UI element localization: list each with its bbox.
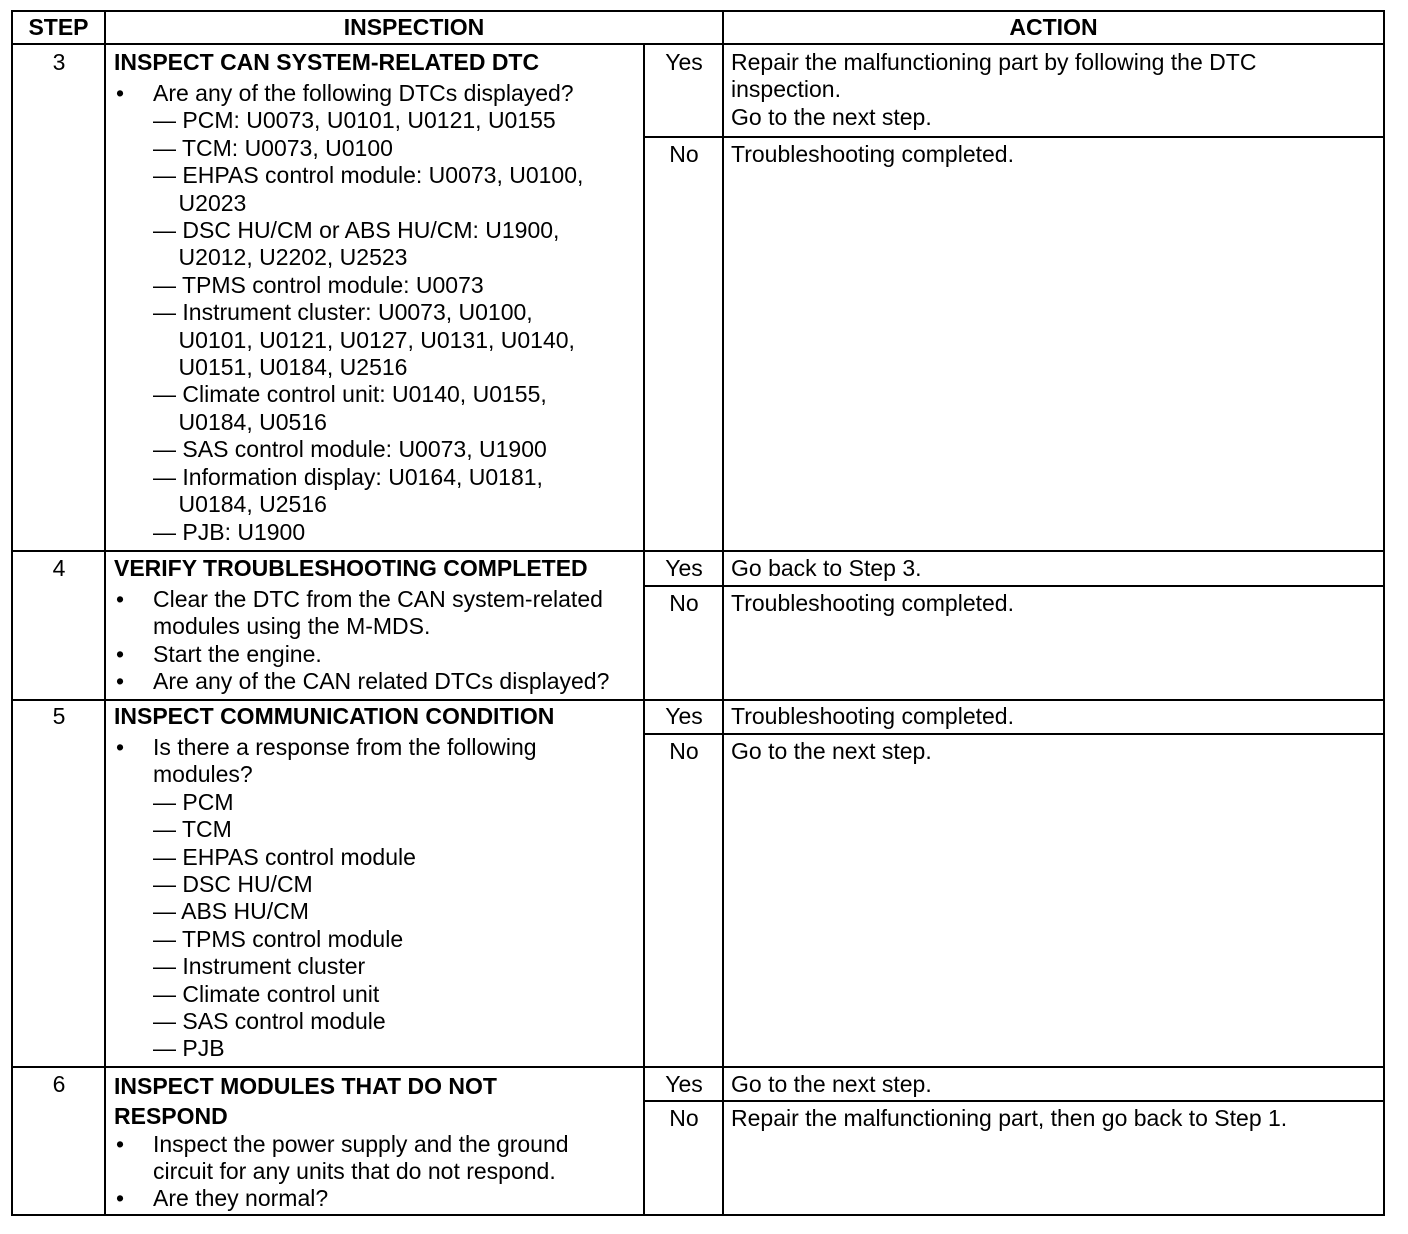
yes-label: Yes	[665, 1071, 703, 1097]
step-title: INSPECT COMMUNICATION CONDITION	[114, 703, 555, 729]
step-number: 3	[52, 49, 66, 75]
header-inspection: INSPECTION	[343, 14, 485, 40]
yes-action: Go to the next step.	[731, 1071, 932, 1097]
no-action: Troubleshooting completed.	[731, 590, 1014, 616]
bullet-icon: •	[116, 668, 125, 694]
yes-action: Go back to Step 3.	[731, 555, 922, 581]
bullet-text: Are they normal?	[153, 1185, 329, 1211]
yes-no-divider	[643, 136, 1383, 138]
yes-label: Yes	[665, 49, 703, 75]
bullet-icon: •	[116, 641, 125, 667]
no-label: No	[669, 141, 699, 167]
bullet-text: Is there a response from the following modules? — PCM — TCM — EHPAS control module — DSC HU/CM — ABS HU/CM — TPMS control module — Instrument cluster — Climate control unit — SAS control module — PJB	[153, 734, 537, 1062]
step-title: VERIFY TROUBLESHOOTING COMPLETED	[114, 555, 588, 581]
yes-no-divider	[643, 1100, 1383, 1102]
header-step: STEP	[28, 14, 89, 40]
header-divider	[13, 43, 1383, 45]
yes-label: Yes	[665, 703, 703, 729]
bullet-text: Clear the DTC from the CAN system-related modules using the M-MDS.	[153, 586, 603, 640]
step-title: INSPECT MODULES THAT DO NOT RESPOND	[114, 1073, 497, 1129]
bullet-icon: •	[116, 80, 125, 106]
bullet-text: Are any of the following DTCs displayed? — PCM: U0073, U0101, U0121, U0155 — TCM: U0073, U0100 — EHPAS control module: U0073, U0100, U2023 — DSC HU/CM or ABS HU/CM: U1900, U2012, U2202, U2523 — TPMS control module: U0073 — Instrument cluster: U0073, U0100, U0101, U0121, U0127, U0131, U0140, U0151, U0184, U2516 — Climate control unit: U0140, U0155, U0184, U0516 — SAS control module: U0073, U1900 — Information display: U0164, U0181, U0184, U2516 — PJB: U1900	[153, 80, 584, 545]
bullet-icon: •	[116, 586, 125, 612]
step-number: 4	[52, 555, 66, 581]
step-number: 5	[52, 703, 66, 729]
step-title: INSPECT CAN SYSTEM-RELATED DTC	[114, 49, 540, 75]
column-divider	[643, 45, 645, 1214]
no-label: No	[669, 590, 699, 616]
troubleshooting-table	[11, 10, 1385, 1216]
bullet-text: Start the engine.	[153, 641, 322, 667]
bullet-icon: •	[116, 1185, 125, 1211]
no-label: No	[669, 1105, 699, 1131]
bullet-text: Are any of the CAN related DTCs displayed?	[153, 668, 610, 694]
no-action: Repair the malfunctioning part, then go back to Step 1.	[731, 1105, 1288, 1131]
header-action: ACTION	[1009, 14, 1098, 40]
bullet-icon: •	[116, 1131, 125, 1157]
row-divider	[13, 550, 1383, 552]
bullet-icon: •	[116, 734, 125, 760]
row-divider	[13, 699, 1383, 701]
yes-action: Troubleshooting completed.	[731, 703, 1014, 729]
bullet-text: Inspect the power supply and the ground circuit for any units that do not respond.	[153, 1131, 569, 1185]
yes-label: Yes	[665, 555, 703, 581]
row-divider	[13, 1066, 1383, 1068]
no-label: No	[669, 738, 699, 764]
no-action: Troubleshooting completed.	[731, 141, 1014, 167]
column-divider	[104, 12, 106, 1214]
no-action: Go to the next step.	[731, 738, 932, 764]
step-number: 6	[52, 1071, 66, 1097]
yes-no-divider	[643, 585, 1383, 587]
yes-no-divider	[643, 733, 1383, 735]
yes-action: Repair the malfunctioning part by following the DTC inspection. Go to the next step.	[731, 49, 1257, 130]
